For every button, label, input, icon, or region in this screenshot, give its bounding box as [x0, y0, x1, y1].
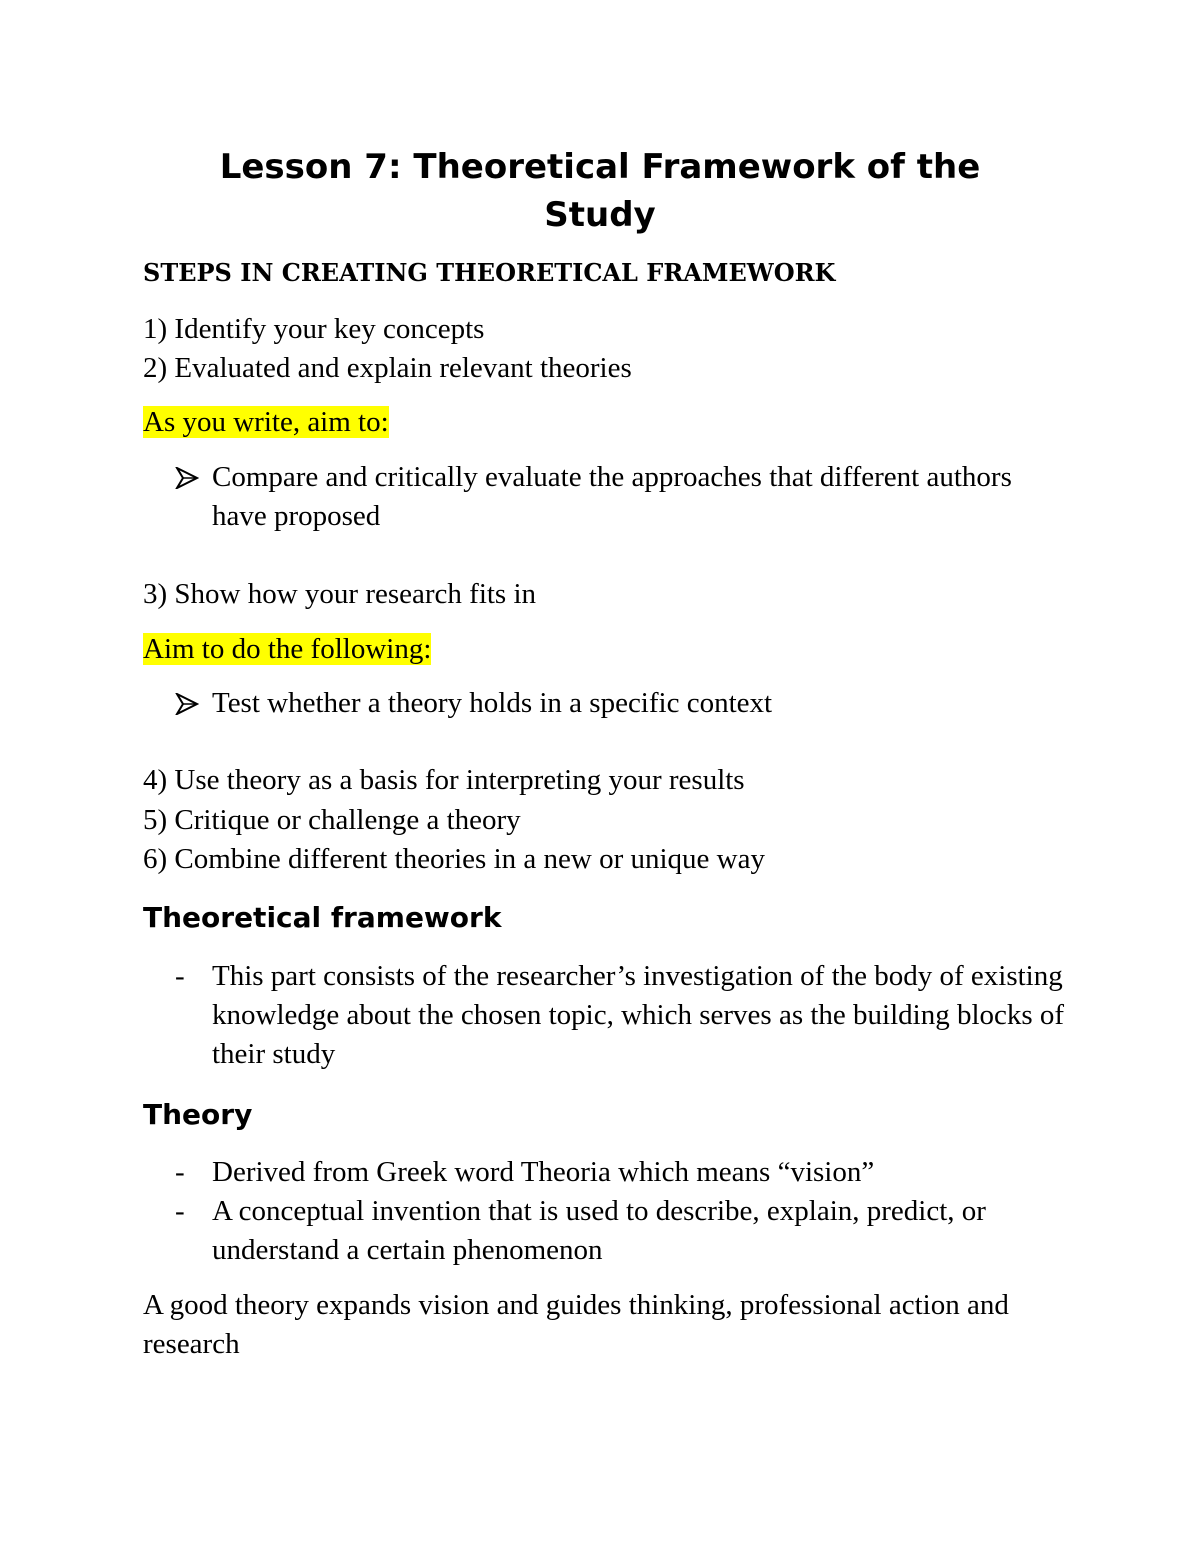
bullet-text: Test whether a theory holds in a specific context	[212, 687, 773, 719]
arrow-bullet-item-2	[175, 684, 1072, 723]
step-4: 4) Use theory as a basis for interpreting your results	[143, 764, 745, 796]
step-1: 1) Identify your key concepts	[143, 313, 485, 345]
step-5: 5) Critique or challenge a theory	[143, 804, 521, 836]
step-2: 2) Evaluated and explain relevant theories	[143, 352, 632, 384]
highlighted-text: Aim to do the following:	[143, 633, 432, 665]
bullet-text: Compare and critically evaluate the approaches that different authors have proposed	[212, 461, 1012, 532]
title-line-1: Lesson 7: Theoretical Framework of the	[219, 147, 981, 187]
dash-bullet-item-theory-2	[175, 1192, 1072, 1270]
closing-paragraph: A good theory expands vision and guides thinking, professional action and research	[143, 1289, 1009, 1360]
bullet-text: Derived from Greek word Theoria which means “vision”	[212, 1156, 875, 1188]
dash-bullet-item-framework	[175, 957, 1072, 1074]
arrowhead-bullet-icon	[175, 458, 212, 536]
steps-heading: STEPS IN CREATING THEORETICAL FRAMEWORK	[143, 258, 836, 287]
dash-bullet: -	[175, 960, 185, 992]
dash-bullet: -	[175, 1156, 185, 1188]
bullet-text: A conceptual invention that is used to describe, explain, predict, or understand a certain phenomenon	[212, 1195, 986, 1266]
arrowhead-bullet-icon	[175, 684, 212, 723]
dash-bullet-item-theory-1	[175, 1153, 1072, 1192]
highlight-instruction-1	[143, 403, 389, 442]
title-line-2: Study	[544, 195, 656, 235]
step-3: 3) Show how your research fits in	[143, 578, 537, 610]
section-heading-theory: Theory	[143, 1098, 253, 1131]
section-heading-theoretical-framework: Theoretical framework	[143, 901, 502, 934]
dash-bullet: -	[175, 1195, 185, 1227]
highlighted-text: As you write, aim to:	[143, 406, 389, 438]
highlight-instruction-2	[143, 630, 431, 669]
bullet-text: This part consists of the researcher’s investigation of the body of existing knowledge about the chosen topic, which serves as the building blocks of their study	[212, 960, 1065, 1070]
step-6: 6) Combine different theories in a new or unique way	[143, 843, 765, 875]
arrow-bullet-item-1	[175, 458, 1072, 536]
page-title	[0, 143, 1200, 239]
